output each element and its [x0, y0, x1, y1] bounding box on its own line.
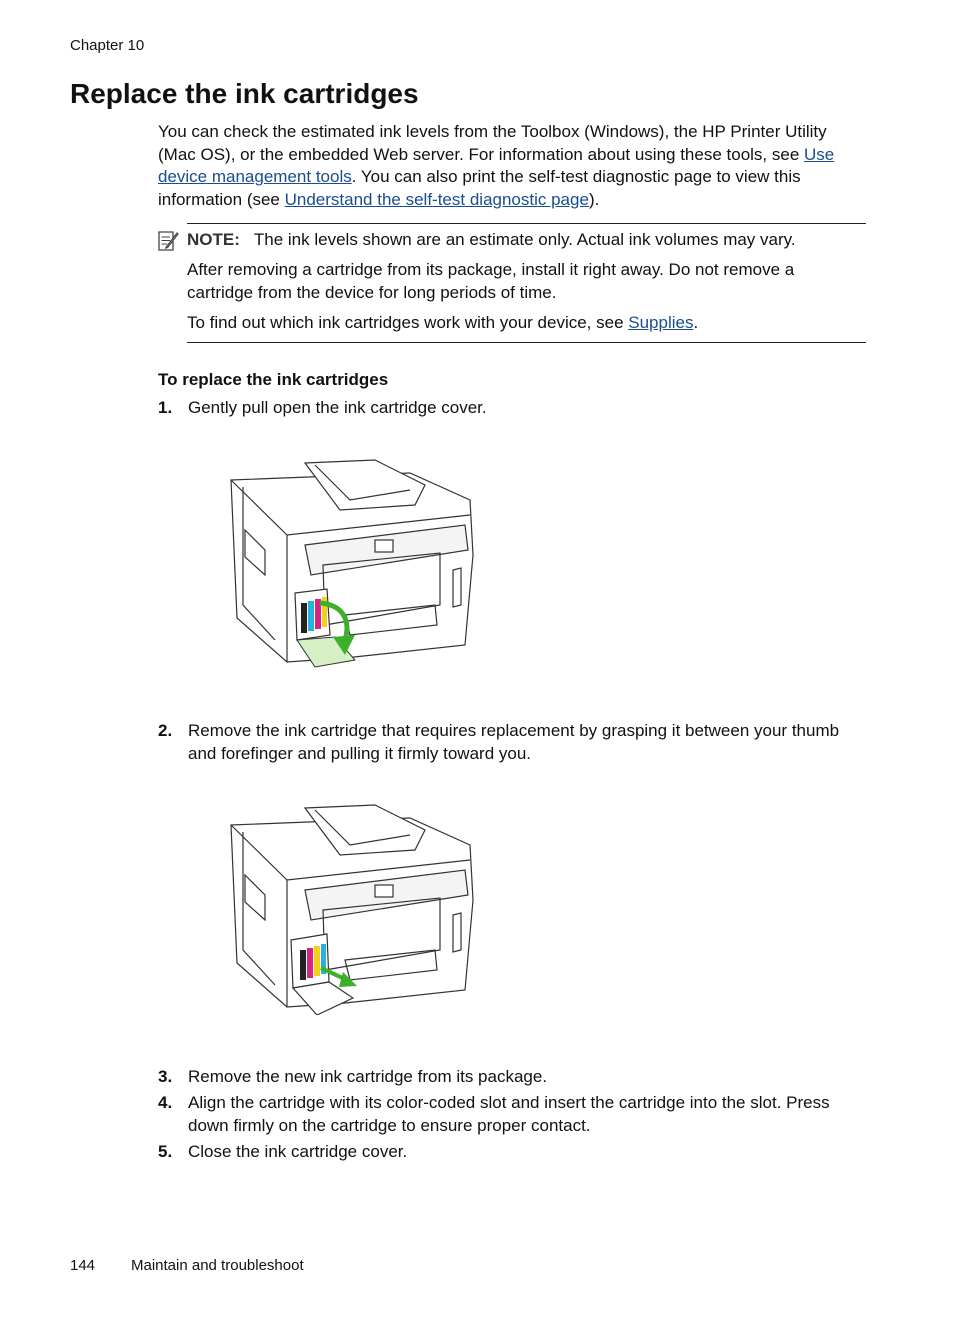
step-number: 2. — [158, 721, 173, 740]
note-label: NOTE: — [187, 230, 240, 249]
page-number: 144 — [70, 1257, 96, 1274]
self-test-diagnostic-link[interactable]: Understand the self-test diagnostic page — [284, 189, 589, 209]
procedure-heading: To replace the ink cartridges — [158, 370, 389, 389]
chapter-label: Chapter 10 — [70, 37, 145, 54]
note-icon — [156, 229, 180, 253]
printer-remove-cartridge-illustration — [225, 800, 480, 1015]
step-number: 4. — [158, 1093, 173, 1112]
page-title: Replace the ink cartridges — [70, 78, 419, 109]
step-text: Align the cartridge with its color-coded slot and insert the cartridge into the slot. Press down firmly on the cartridge to ensure proper contact. — [188, 1093, 830, 1135]
note-line-1 — [187, 229, 857, 252]
supplies-link[interactable]: Supplies — [628, 313, 694, 332]
step-3 — [158, 1066, 858, 1089]
note-top-rule — [187, 223, 866, 224]
note-bottom-rule — [187, 342, 866, 343]
intro-text-2: . You can also print the self-test diagnostic page to view this information (see — [158, 167, 801, 209]
device-management-tools-link[interactable]: Use device management tools — [158, 144, 835, 187]
intro-text-3: ). — [588, 189, 600, 209]
printer-open-cover-illustration — [225, 455, 480, 670]
step-text: Gently pull open the ink cartridge cover. — [188, 398, 487, 417]
note-line-1-text: The ink levels shown are an estimate only. Actual ink volumes may vary. — [253, 230, 796, 249]
step-5 — [158, 1141, 858, 1164]
step-number: 3. — [158, 1067, 173, 1086]
note-line-3 — [187, 312, 857, 335]
step-1 — [158, 397, 858, 420]
step-text: Close the ink cartridge cover. — [188, 1142, 408, 1161]
intro-text-1: You can check the estimated ink levels from the Toolbox (Windows), the HP Printer Utility (Mac OS), or the embedded Web server. For information about using these tools, see — [158, 122, 827, 164]
step-text: Remove the new ink cartridge from its package. — [188, 1067, 548, 1086]
note-line-3-text: To find out which ink cartridges work with your device, see — [187, 313, 629, 332]
intro-paragraph — [158, 121, 858, 211]
step-2 — [158, 720, 858, 766]
step-number: 5. — [158, 1142, 173, 1161]
step-number: 1. — [158, 398, 173, 417]
step-4 — [158, 1092, 858, 1138]
footer-section: Maintain and troubleshoot — [131, 1257, 304, 1274]
step-text: Remove the ink cartridge that requires replacement by grasping it between your thumb and forefinger and pulling it firmly toward you. — [188, 721, 840, 763]
note-line-2: After removing a cartridge from its package, install it right away. Do not remove a cartridge from the device for long periods of time. — [187, 260, 795, 302]
note-line-3-end: . — [693, 313, 699, 332]
